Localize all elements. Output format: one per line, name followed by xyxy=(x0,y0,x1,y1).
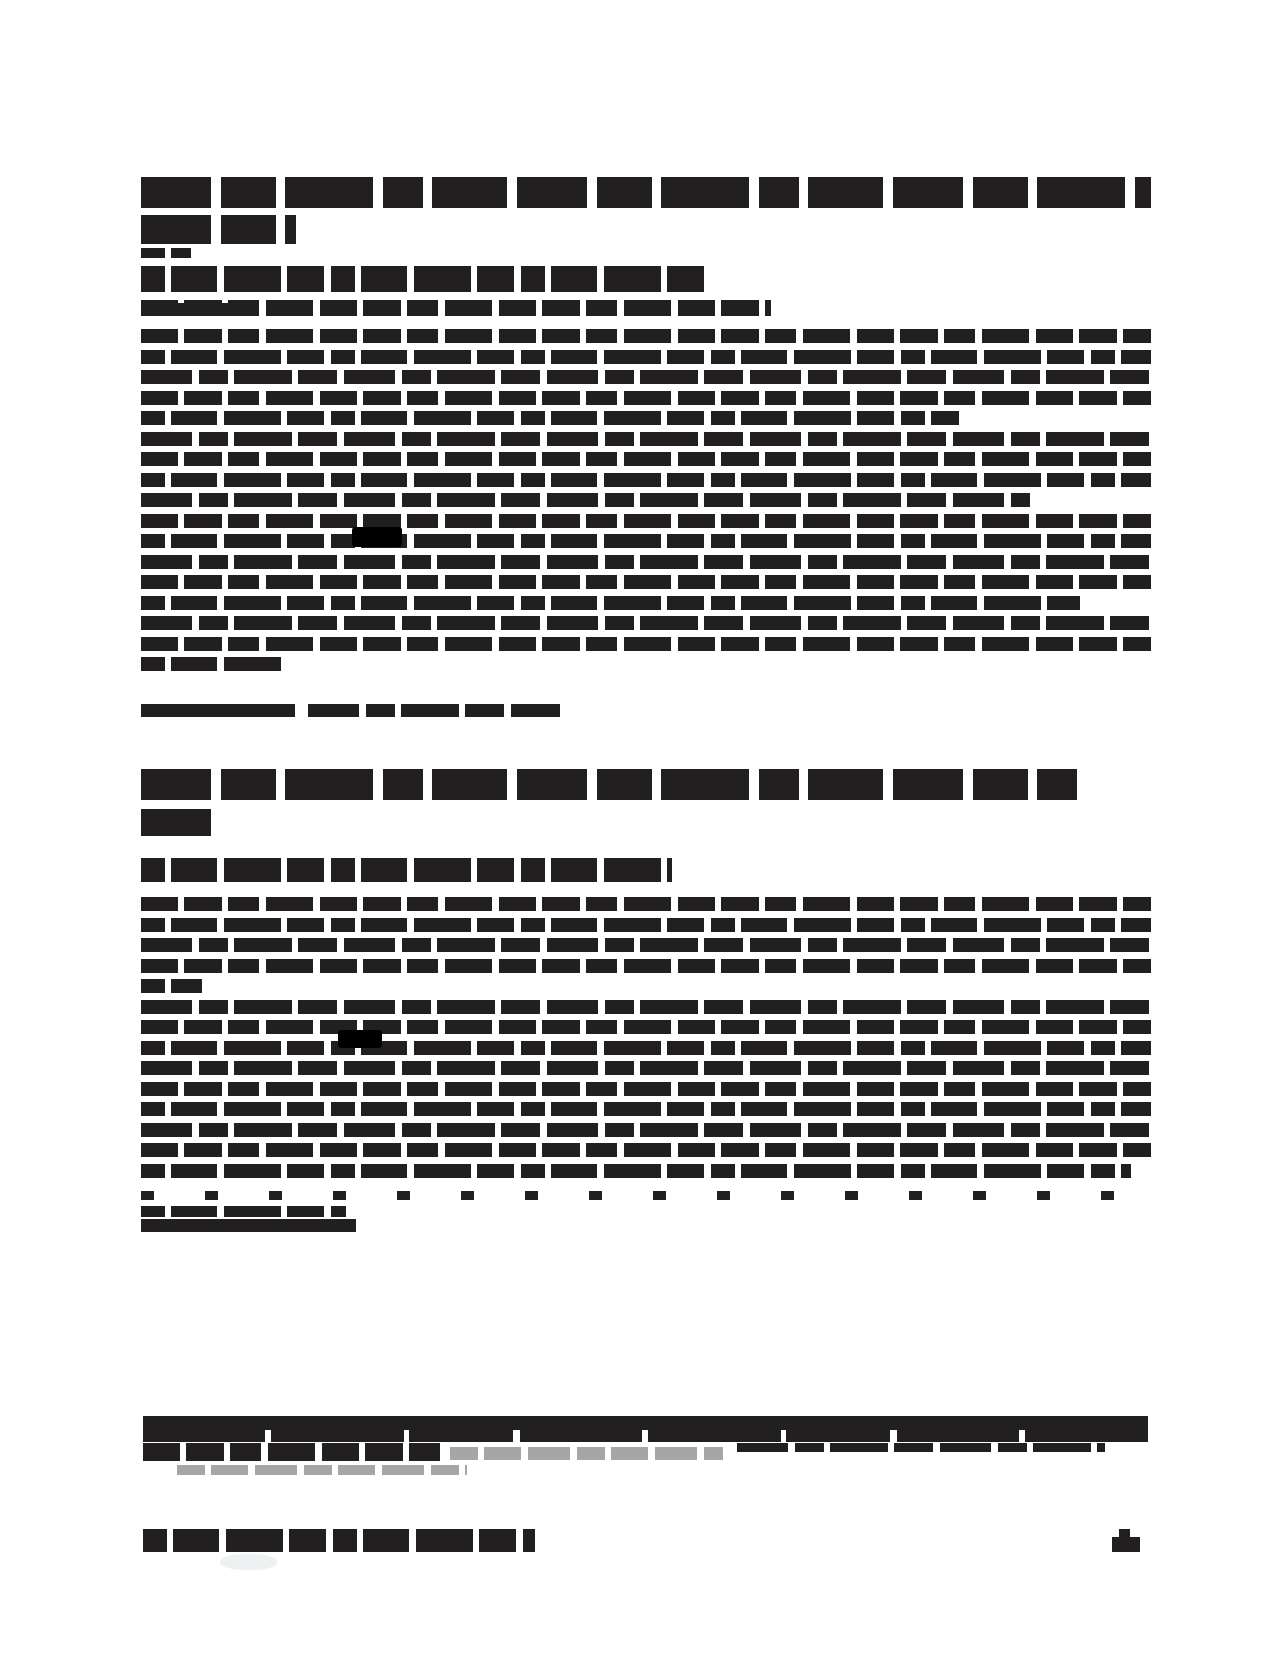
article2-abstract-line-1 xyxy=(141,897,1151,911)
footer-journal-line xyxy=(143,1529,535,1552)
article2-abstract-line-3 xyxy=(141,938,1151,952)
article1-keywords-label xyxy=(141,704,295,717)
article2-abstract-line-12 xyxy=(141,1123,1151,1137)
article2-title-line1 xyxy=(141,769,1077,800)
article2-keywords-line xyxy=(141,1219,356,1232)
article1-abstract-line-9 xyxy=(141,493,1030,507)
footnote-rule-line xyxy=(143,1416,1148,1430)
article2-abstract-line-7 xyxy=(141,1020,1151,1034)
article1-abstract-line-17 xyxy=(141,657,287,671)
article2-abstract-line-13 xyxy=(141,1143,1151,1157)
footnote-line1 xyxy=(143,1430,1148,1442)
article1-affiliation-mark xyxy=(141,248,191,258)
article1-abstract-line-11 xyxy=(141,534,1151,548)
article1-abstract-line-8 xyxy=(141,473,1151,487)
article1-abstract-line-7 xyxy=(141,452,1151,466)
article1-keywords-line xyxy=(308,704,560,717)
article2-ink-blob xyxy=(338,1030,382,1048)
article1-abstract-line-13 xyxy=(141,575,1151,589)
article2-abstract-line-5 xyxy=(141,979,202,993)
footnote-line3-gray xyxy=(177,1465,467,1475)
article1-abstract-line-12 xyxy=(141,555,1151,569)
article1-abstract-line-6 xyxy=(141,432,1151,446)
footer-page-number xyxy=(1112,1537,1140,1552)
footer-ghost-smudge xyxy=(220,1554,277,1570)
article2-abstract-line-10 xyxy=(141,1082,1151,1096)
article1-title-line1 xyxy=(141,177,1151,208)
article2-abstract-line-6 xyxy=(141,1000,1151,1014)
article2-abstract-line-2 xyxy=(141,918,1151,932)
footnote-line2-gray xyxy=(450,1447,723,1460)
article1-abstract-line-1 xyxy=(141,329,1151,343)
article2-sparse-line xyxy=(141,1191,1151,1200)
article1-authors-line xyxy=(141,266,704,292)
article2-title-line2 xyxy=(141,809,212,836)
footer-page-number-ascender xyxy=(1119,1529,1130,1538)
article2-abstract-line-14 xyxy=(141,1164,1131,1178)
article1-abstract-line-16 xyxy=(141,637,1151,651)
article1-abstract-line-5 xyxy=(141,411,959,425)
article1-abstract-line-4 xyxy=(141,391,1151,405)
article2-abstract-line-8 xyxy=(141,1041,1151,1055)
article1-abstract-line-10 xyxy=(141,514,1151,528)
article2-authors-line xyxy=(141,858,672,882)
article2-abstract-line-11 xyxy=(141,1102,1151,1116)
article2-abstract-line-9 xyxy=(141,1061,1151,1075)
article1-title-line2 xyxy=(141,215,296,244)
article1-abstract-line-3 xyxy=(141,370,1151,384)
article2-abstract-line-4 xyxy=(141,959,1151,973)
article1-abstract-line-14 xyxy=(141,596,1080,610)
footnote-line2-left xyxy=(143,1443,440,1461)
article1-abstract-line-2 xyxy=(141,350,1151,364)
footnote-line2-right xyxy=(737,1443,1105,1452)
article2-last-line xyxy=(141,1206,346,1217)
article1-ink-blob xyxy=(352,527,402,547)
article1-received-underline xyxy=(158,303,256,316)
article1-abstract-line-15 xyxy=(141,616,1151,630)
